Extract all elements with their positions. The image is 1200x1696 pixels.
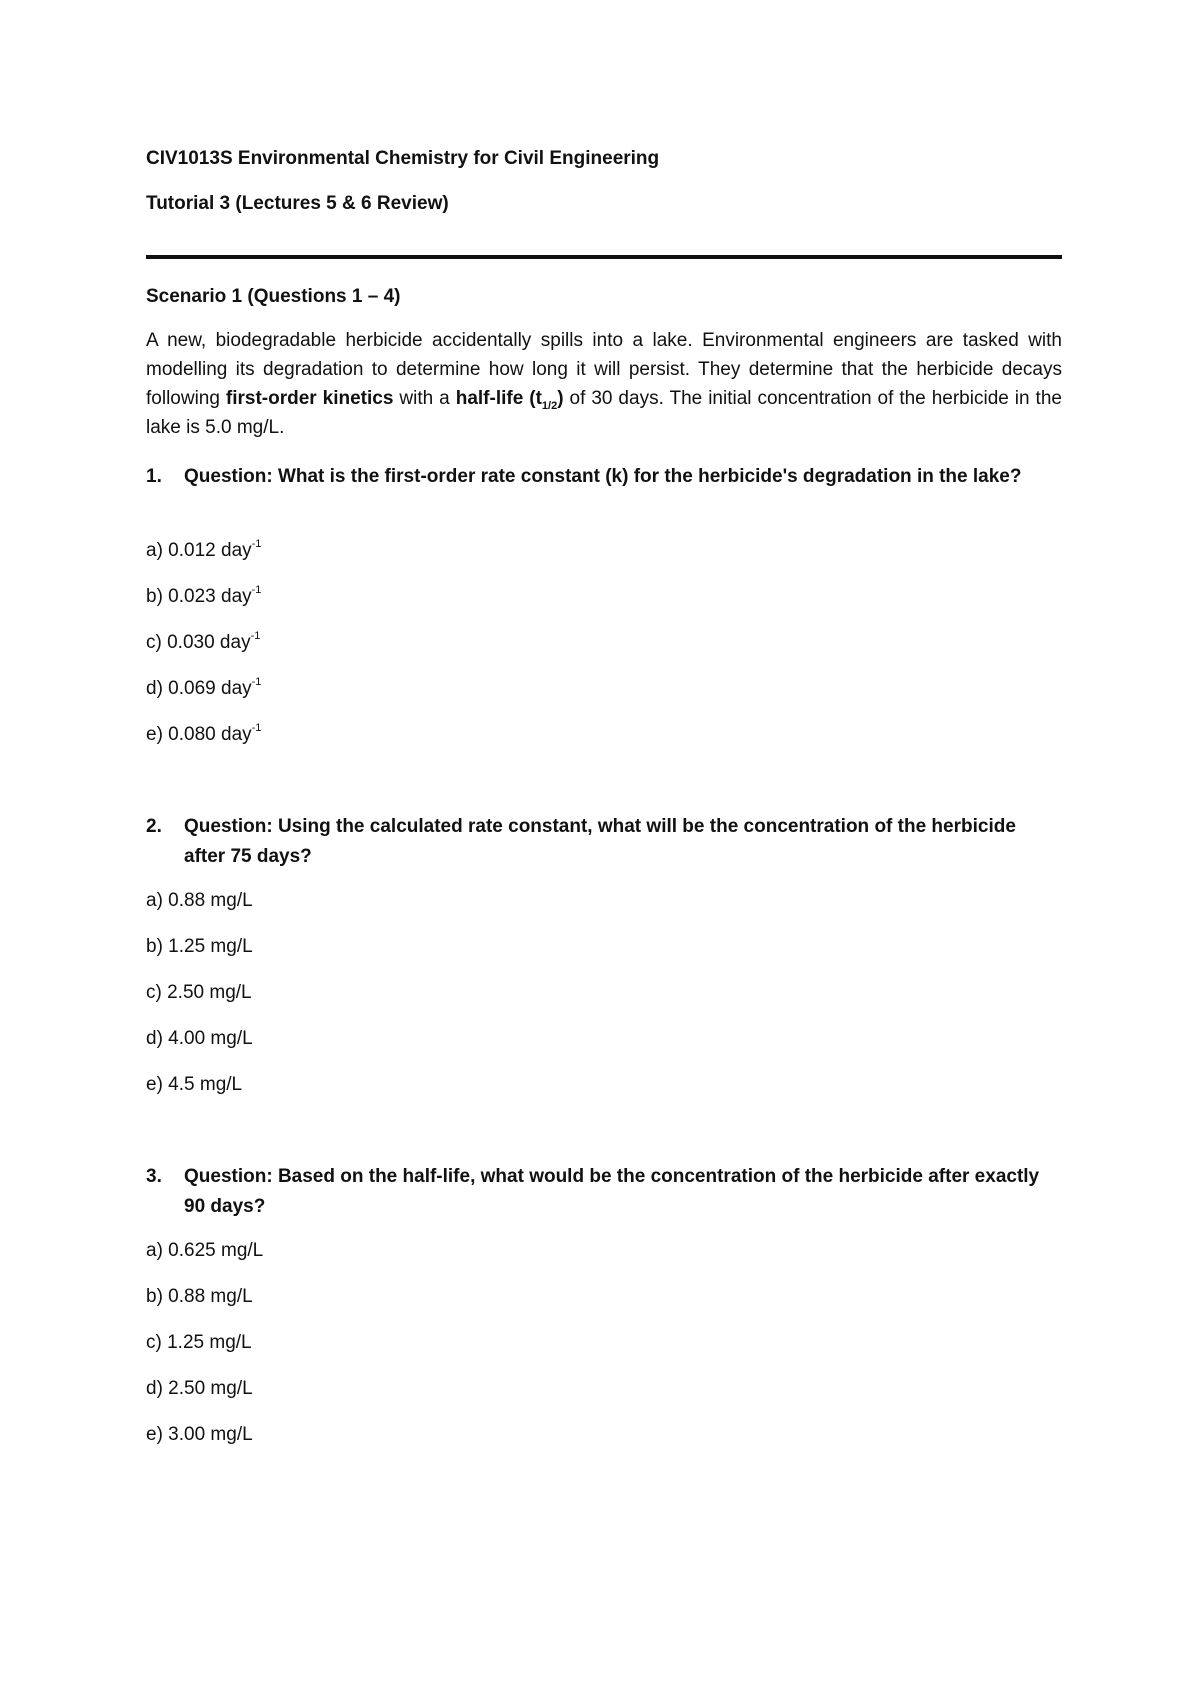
scenario-heading: Scenario 1 (Questions 1 – 4) [146, 286, 401, 307]
question-number: 3. [146, 1166, 162, 1187]
unit-superscript: -1 [251, 721, 262, 734]
question-2 [146, 812, 1062, 872]
question-number: 1. [146, 466, 162, 487]
scenario-paragraph [146, 326, 1062, 442]
q1-option-d: d) 0.069 day$^{-1}$ [146, 675, 262, 699]
q2-option-e: e) 4.5 mg/L [146, 1074, 243, 1095]
q2-option-b: b) 1.25 mg/L [146, 936, 253, 957]
half-life-subscript: 1/2 [541, 399, 558, 412]
scenario-text-2: with a [393, 388, 456, 409]
q3-option-b: b) 0.88 mg/L [146, 1286, 253, 1307]
question-number: 2. [146, 816, 162, 837]
question-text: Question: Based on the half-life, what would be the concentration of the herbicide after exactly 90 days? [184, 1166, 1040, 1217]
half-life-label: half-life (t [455, 388, 542, 409]
question-text: Question: Using the calculated rate constant, what will be the concentration of the herbicide after 75 days? [184, 816, 1016, 867]
q3-option-d: d) 2.50 mg/L [146, 1378, 253, 1399]
scenario-text-1: A new, biodegradable herbicide accidentally spills into a lake. Environmental engineers are tasked with modelling its degradation to determine how long it will persist. They determine that the herbicide decays following [146, 330, 1062, 409]
q1-option-c: c) 0.030 day$^{-1}$ [146, 629, 261, 653]
document-title: CIV1013S Environmental Chemistry for Civil Engineering [146, 148, 660, 169]
scenario-bold-half-life [455, 388, 564, 412]
question-1 [146, 462, 1062, 492]
scenario-bold-kinetics: first-order kinetics [225, 388, 394, 409]
q3-option-e: e) 3.00 mg/L [146, 1424, 253, 1445]
unit-superscript: -1 [251, 675, 262, 688]
unit-superscript: -1 [251, 537, 262, 550]
q1-option-e: e) 0.080 day$^{-1}$ [146, 721, 262, 745]
divider [146, 255, 1062, 259]
question-3 [146, 1162, 1062, 1222]
q1-option-a: a) 0.012 day$^{-1}$ [146, 537, 262, 561]
q3-option-a: a) 0.625 mg/L [146, 1240, 264, 1261]
unit-superscript: -1 [251, 583, 262, 596]
document-subtitle: Tutorial 3 (Lectures 5 & 6 Review) [146, 193, 449, 214]
q2-option-d: d) 4.00 mg/L [146, 1028, 253, 1049]
q2-option-c: c) 2.50 mg/L [146, 982, 252, 1003]
q3-option-c: c) 1.25 mg/L [146, 1332, 252, 1353]
half-life-close: ) [557, 388, 564, 409]
q2-option-a: a) 0.88 mg/L [146, 890, 253, 911]
question-text: Question: What is the first-order rate constant (k) for the herbicide's degradation in the lake? [184, 466, 1022, 487]
q1-option-b: b) 0.023 day$^{-1}$ [146, 583, 262, 607]
unit-superscript: -1 [250, 629, 261, 642]
scenario-text-3: of 30 days. The initial concentration of the herbicide in the lake is 5.0 mg/L. [146, 388, 1062, 438]
